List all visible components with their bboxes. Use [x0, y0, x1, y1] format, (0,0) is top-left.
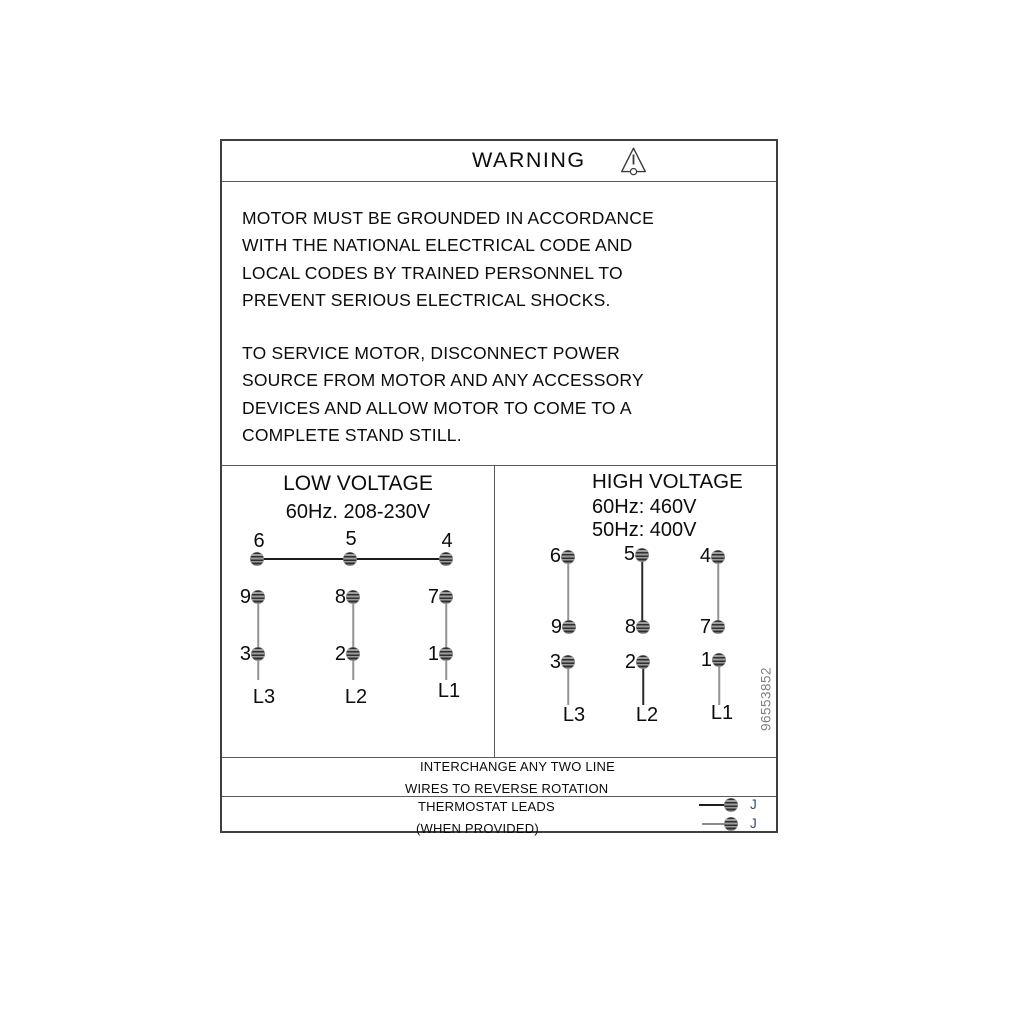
- warning-paragraph-1: [242, 205, 654, 315]
- high-wire-1-l1: [718, 662, 720, 705]
- low-terminal-8-label: 8: [334, 586, 346, 608]
- high-wire-6-9: [567, 556, 569, 627]
- high-terminal-3-label: 3: [549, 651, 561, 673]
- low-terminal-9-label: 9: [239, 586, 251, 608]
- high-lead-l3-label: L3: [562, 704, 586, 726]
- low-wire-l3: [257, 597, 259, 680]
- low-terminal-6-label: 6: [253, 530, 265, 552]
- thermostat-lead-j-label-1: J: [750, 797, 757, 812]
- low-voltage-subtitle: 60Hz. 208-230V: [285, 501, 431, 523]
- high-terminal-1: [713, 654, 726, 667]
- diagram-section-divider: [222, 465, 776, 466]
- thermostat-note-line2: (WHEN PROVIDED): [416, 821, 539, 836]
- warning-line: WITH THE NATIONAL ELECTRICAL CODE AND: [242, 235, 633, 256]
- high-terminal-7-label: 7: [699, 616, 711, 638]
- warning-line: PREVENT SERIOUS ELECTRICAL SHOCKS.: [242, 290, 611, 311]
- high-voltage-50hz: 50Hz: 400V: [592, 519, 697, 541]
- low-terminal-2: [347, 648, 360, 661]
- high-terminal-6-label: 6: [549, 545, 561, 567]
- low-lead-l3-label: L3: [252, 686, 276, 708]
- low-terminal-9: [252, 591, 265, 604]
- low-terminal-6: [251, 553, 264, 566]
- warning-line: SOURCE FROM MOTOR AND ANY ACCESSORY: [242, 370, 644, 391]
- low-terminal-8: [347, 591, 360, 604]
- low-terminal-4: [440, 553, 453, 566]
- high-voltage-title: HIGH VOLTAGE: [592, 470, 743, 493]
- rotation-note-line1: INTERCHANGE ANY TWO LINE: [420, 759, 616, 774]
- high-terminal-1-label: 1: [700, 649, 712, 671]
- rotation-note-divider: [222, 757, 776, 758]
- thermostat-lead-wire-2: [702, 823, 725, 825]
- low-terminal-1: [440, 648, 453, 661]
- rotation-note-line2: WIRES TO REVERSE ROTATION: [405, 781, 609, 796]
- header-divider: [222, 181, 776, 182]
- warning-line: DEVICES AND ALLOW MOTOR TO COME TO A: [242, 397, 632, 418]
- low-terminal-3-label: 3: [239, 643, 251, 665]
- low-wire-l2: [352, 597, 354, 680]
- high-lead-l2-label: L2: [635, 704, 659, 726]
- low-terminal-5-label: 5: [345, 528, 357, 550]
- high-terminal-5-label: 5: [623, 543, 635, 565]
- warning-line: COMPLETE STAND STILL.: [242, 425, 462, 446]
- high-wire-5-8: [641, 555, 643, 627]
- low-lead-l2-label: L2: [344, 686, 368, 708]
- motor-warning-label: [220, 139, 778, 836]
- warning-line: MOTOR MUST BE GROUNDED IN ACCORDANCE: [242, 208, 655, 228]
- low-terminal-2-label: 2: [334, 643, 346, 665]
- panel-divider: [494, 465, 495, 757]
- high-voltage-60hz: 60Hz: 460V: [592, 496, 697, 518]
- low-terminal-7-label: 7: [427, 586, 439, 608]
- low-terminal-3: [252, 648, 265, 661]
- high-terminal-5: [636, 549, 649, 562]
- high-terminal-8-label: 8: [624, 616, 636, 638]
- high-terminal-9-label: 9: [550, 616, 562, 638]
- low-lead-l1-label: L1: [437, 680, 461, 702]
- warning-line: TO SERVICE MOTOR, DISCONNECT POWER: [242, 343, 620, 363]
- high-terminal-4-label: 4: [699, 545, 711, 567]
- thermostat-note-line1: THERMOSTAT LEADS: [418, 799, 555, 814]
- low-terminal-5: [344, 553, 357, 566]
- low-terminal-7: [440, 591, 453, 604]
- warning-line: LOCAL CODES BY TRAINED PERSONNEL TO: [242, 262, 623, 283]
- high-terminal-9: [563, 621, 576, 634]
- warning-triangle-icon: [620, 146, 647, 176]
- high-terminal-2-label: 2: [624, 651, 636, 673]
- high-lead-l1-label: L1: [710, 702, 734, 724]
- low-terminal-4-label: 4: [441, 530, 453, 552]
- thermostat-lead-terminal-1: [725, 799, 738, 812]
- high-wire-4-7: [717, 556, 719, 627]
- high-terminal-8: [637, 621, 650, 634]
- low-voltage-title: LOW VOLTAGE: [283, 472, 433, 495]
- warning-paragraph-2: [242, 340, 644, 450]
- thermostat-lead-terminal-2: [725, 818, 738, 831]
- high-terminal-7: [712, 621, 725, 634]
- high-terminal-4: [712, 551, 725, 564]
- thermostat-lead-j-label-2: J: [750, 816, 757, 831]
- low-wire-l1: [445, 597, 447, 680]
- thermostat-note-divider: [222, 796, 776, 797]
- low-terminal-1-label: 1: [427, 643, 439, 665]
- warning-title: WARNING: [472, 148, 586, 172]
- part-number: 96553852: [758, 666, 774, 732]
- high-terminal-2: [637, 656, 650, 669]
- thermostat-lead-wire-1: [699, 804, 725, 806]
- high-terminal-6: [562, 551, 575, 564]
- high-terminal-3: [562, 656, 575, 669]
